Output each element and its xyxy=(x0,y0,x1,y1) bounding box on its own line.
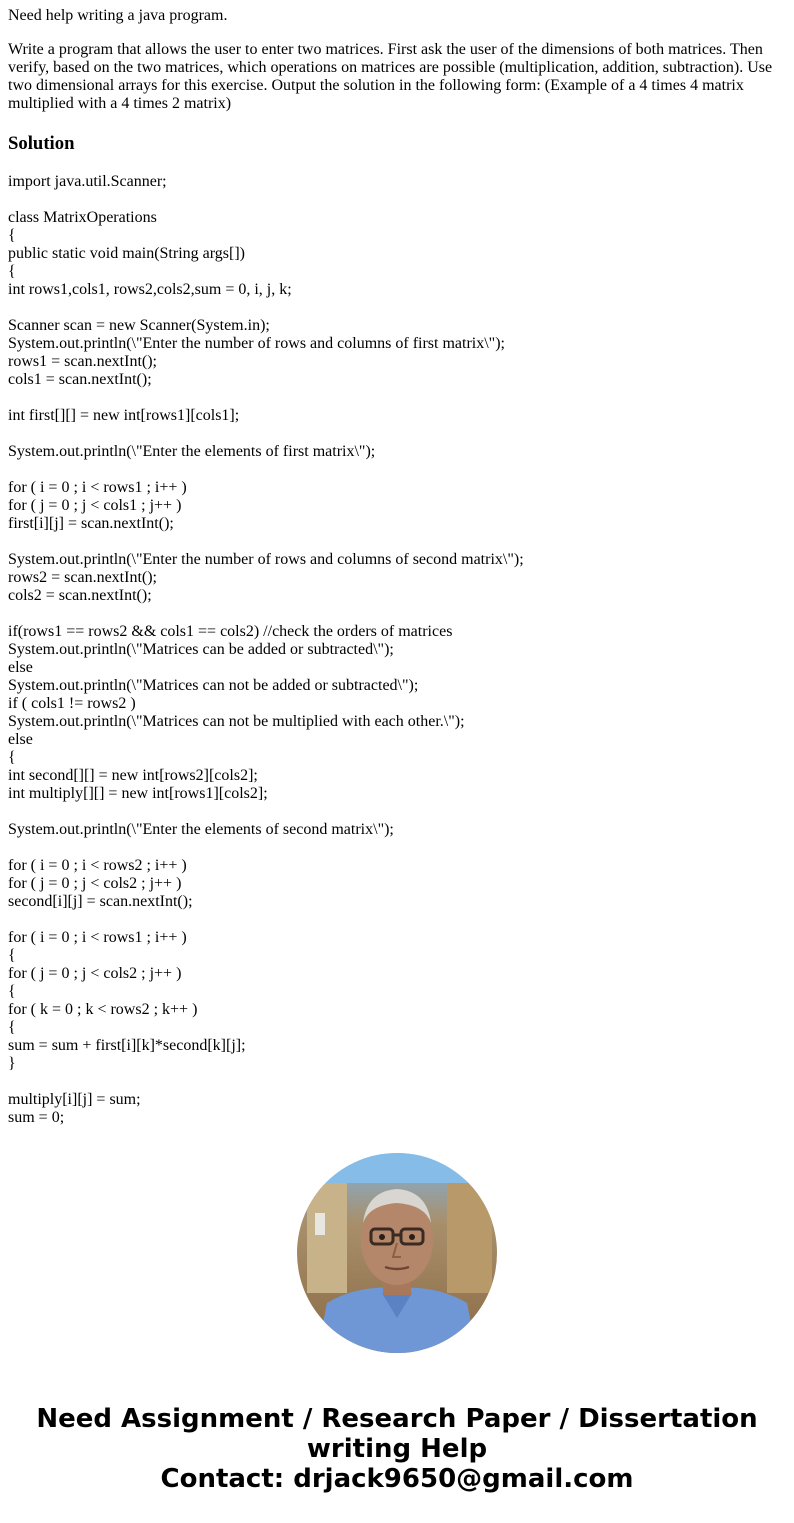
footer-line-1: Need Assignment / Research Paper / Dissertation xyxy=(36,1404,758,1434)
question-body: Write a program that allows the user to enter two matrices. First ask the user of the dimensions of both matrices. Then verify, based on the two matrices, which operations on matrices are possible (multiplication, addition, subtraction). Use two dimensional arrays for this exercise. Output the solution in the following form: (Example of a 4 times 4 matrix multiplied with a 4 times 2 matrix) xyxy=(8,41,773,112)
contact-footer xyxy=(0,1404,794,1494)
avatar-illustration xyxy=(297,1153,497,1353)
document-content xyxy=(8,7,778,1127)
solution-code: import java.util.Scanner; class MatrixOperations { public static void main(String args[]) { int rows1,cols1, rows2,cols2,sum = 0, i, j, k; Scanner scan = new Scanner(System.in); System.out.println(\"Enter the number of rows and columns of first matrix\"); rows1 = scan.nextInt(); cols1 = scan.nextInt(); int first[][] = new int[rows1][cols1]; System.out.println(\"Enter the elements of first matrix\"); for ( i = 0 ; i < rows1 ; i++ ) for ( j = 0 ; j < cols1 ; j++ ) first[i][j] = scan.nextInt(); System.out.println(\"Enter the number of rows and columns of second matrix\"); rows2 = scan.nextInt(); cols2 = scan.nextInt(); if(rows1 == rows2 && cols1 == cols2) //check the orders of matrices System.out.println(\"Matrices can be added or subtracted\"); else System.out.println(\"Matrices can not be added or subtracted\"); if ( cols1 != rows2 ) System.out.println(\"Matrices can not be multiplied with each other.\"); else { int second[][] = new int[rows2][cols2]; int multiply[][] = new int[rows1][cols2]; System.out.println(\"Enter the elements of second matrix\"); for ( i = 0 ; i < rows2 ; i++ ) for ( j = 0 ; j < cols2 ; j++ ) second[i][j] = scan.nextInt(); for ( i = 0 ; i < rows1 ; i++ ) { for ( j = 0 ; j < cols2 ; j++ ) { for ( k = 0 ; k < rows2 ; k++ ) { sum = sum + first[i][k]*second[k][j]; } multiply[i][j] = sum; sum = 0; xyxy=(8,173,524,1126)
solution-heading: Solution xyxy=(8,133,75,154)
tutor-avatar-photo xyxy=(297,1153,497,1353)
footer-contact-line: Contact: drjack9650@gmail.com xyxy=(160,1464,634,1494)
question-title: Need help writing a java program. xyxy=(8,7,228,24)
footer-line-2: writing Help xyxy=(306,1434,488,1464)
